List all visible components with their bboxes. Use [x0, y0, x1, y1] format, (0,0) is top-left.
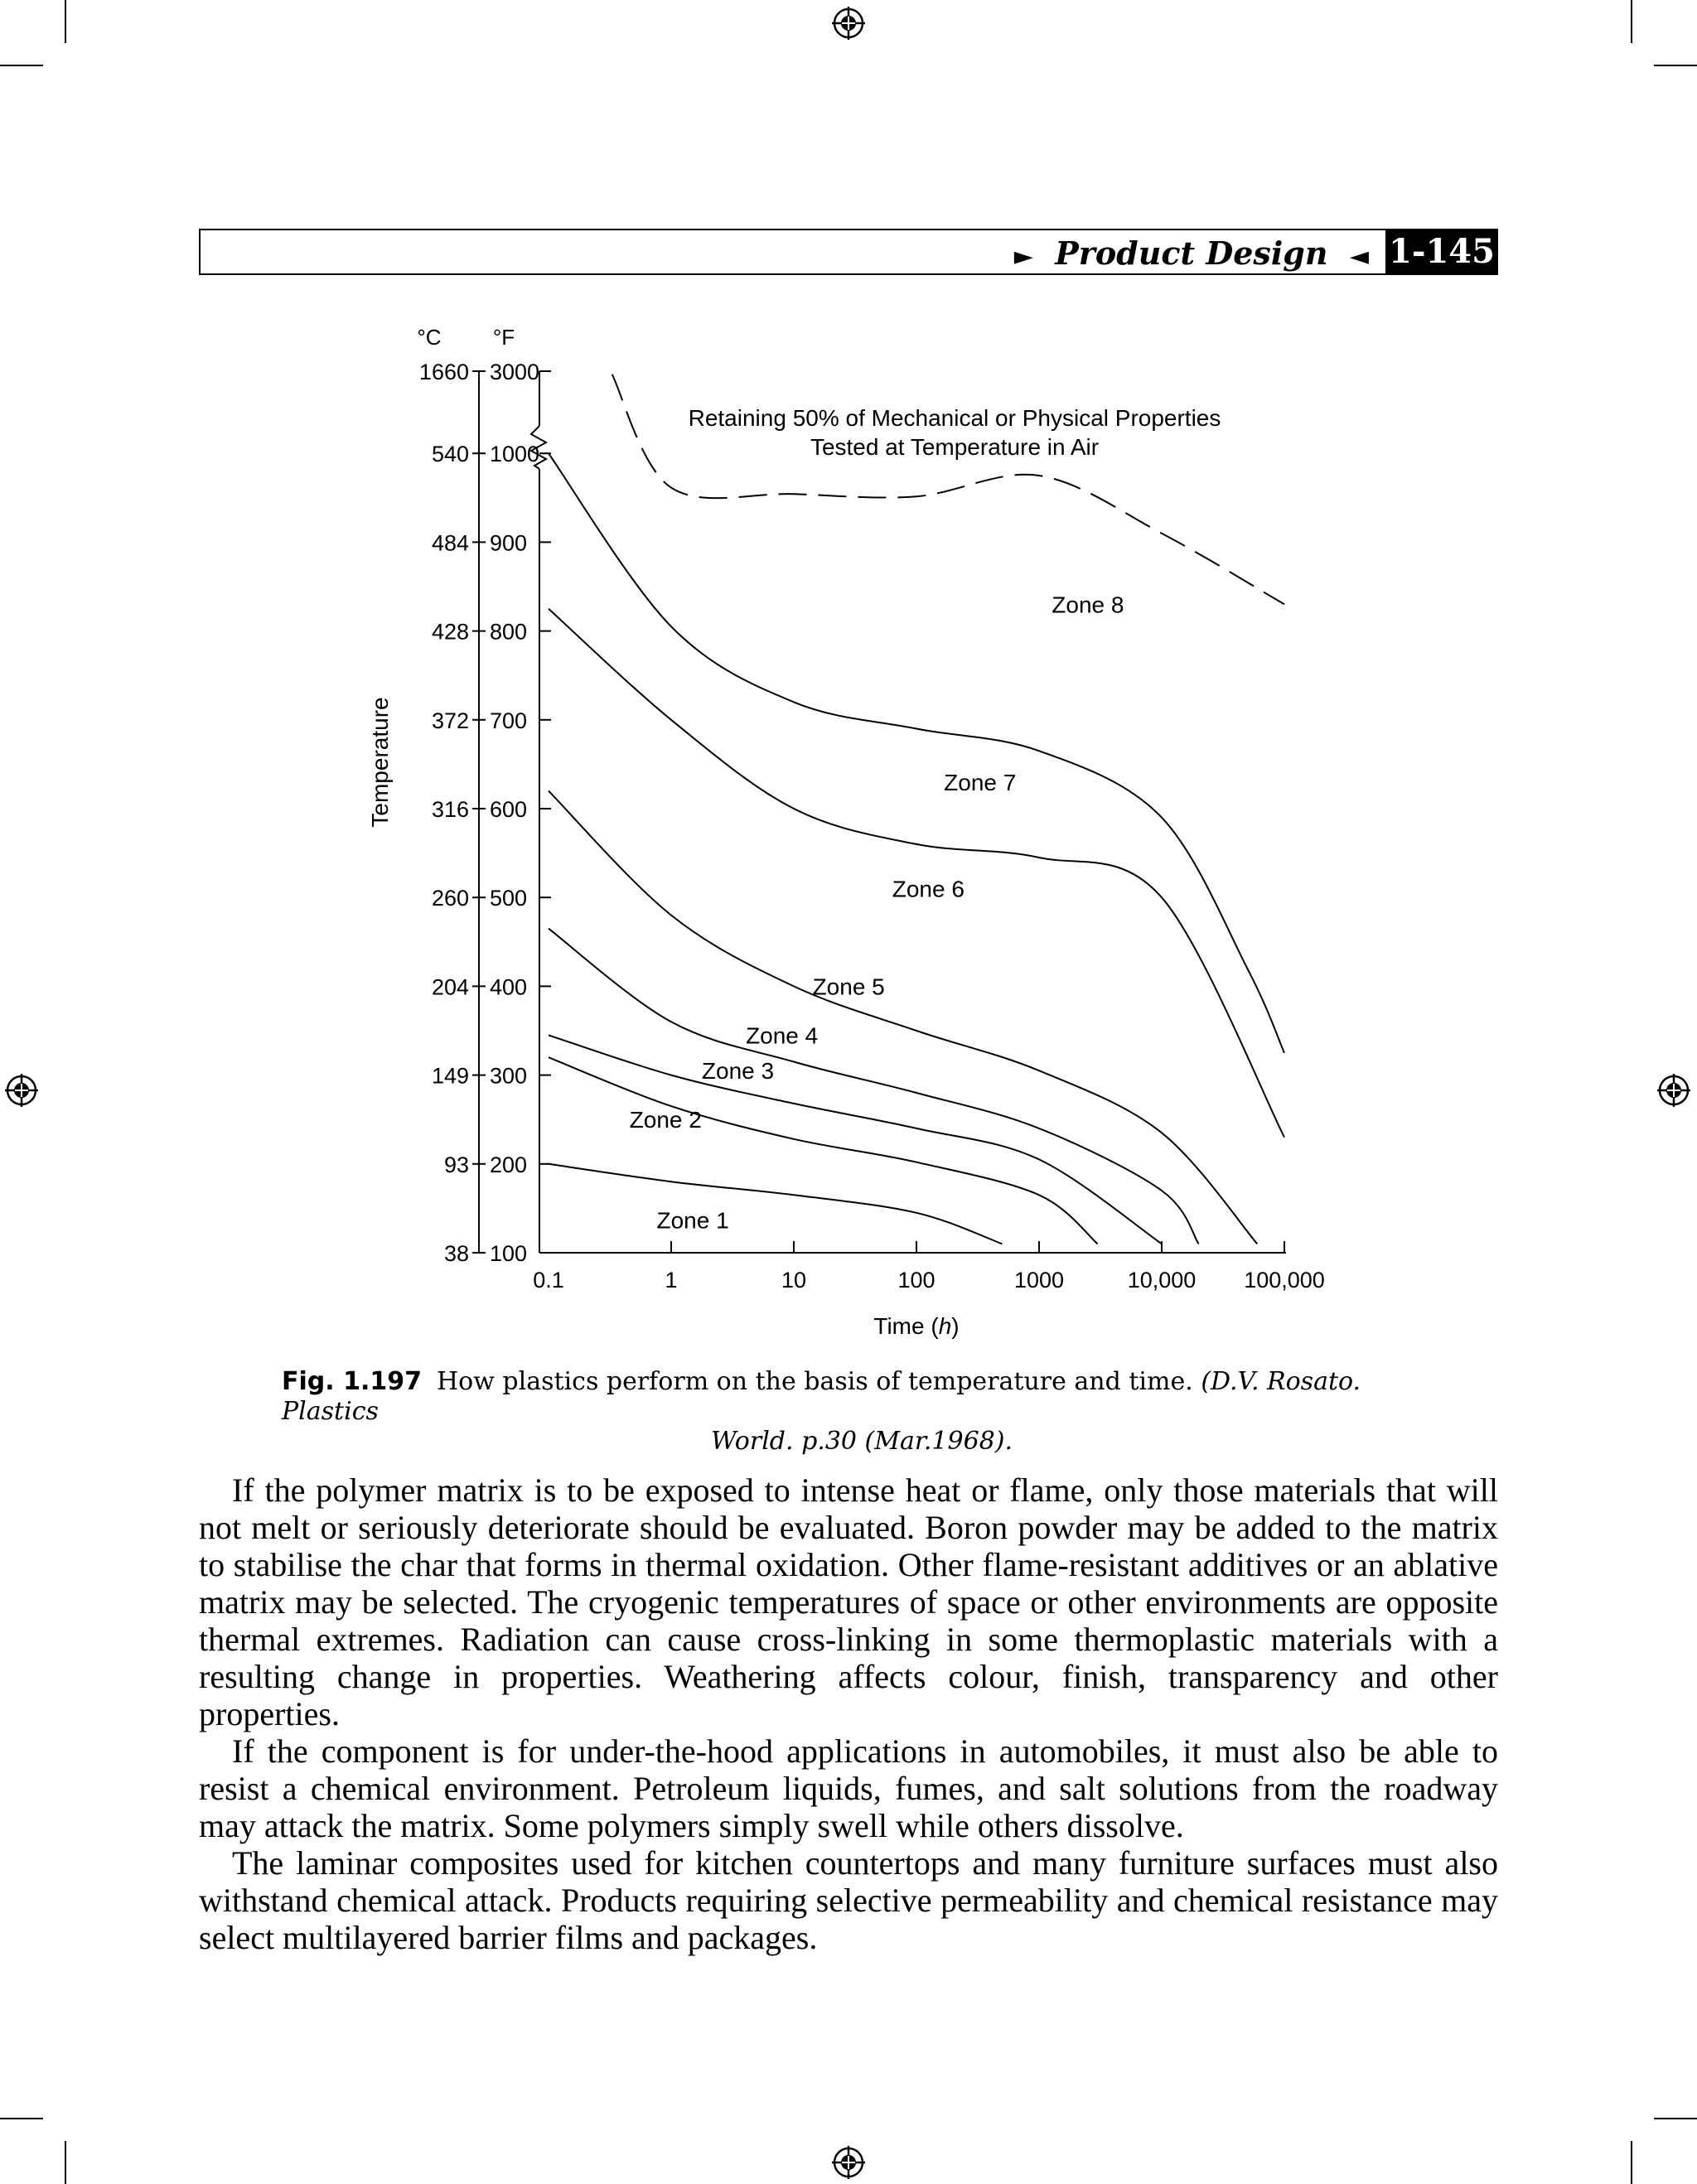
zone-boundary-line	[549, 791, 1257, 1244]
chart-labels	[367, 325, 1325, 1339]
x-axis-label: Time (h)	[873, 1313, 960, 1339]
zone-label: Zone 4	[746, 1022, 819, 1049]
y-tick-label-fahrenheit: 1000	[490, 442, 540, 467]
running-header-title	[1014, 230, 1369, 273]
y-tick-label-celsius: 428	[431, 619, 469, 645]
crop-mark-top-right-v	[1631, 0, 1632, 43]
x-tick-label: 100	[897, 1268, 936, 1293]
zone-label: Zone 5	[812, 974, 885, 1000]
section-title: Product Design	[1055, 234, 1328, 272]
x-tick-label: 100,000	[1244, 1268, 1325, 1293]
registration-mark-left-icon	[3, 1072, 40, 1109]
crop-mark-top-right-h	[1654, 65, 1697, 66]
figure-caption	[282, 1367, 1442, 1457]
y-tick-label-celsius: 540	[431, 442, 469, 467]
running-header	[199, 229, 1498, 275]
x-tick-label: 0.1	[533, 1268, 564, 1293]
registration-mark-right-icon	[1656, 1072, 1692, 1109]
y-axis-label: Temperature	[367, 697, 393, 828]
chart-svg	[365, 315, 1342, 1342]
registration-mark-top-icon	[830, 5, 867, 41]
crop-mark-bottom-right-h	[1654, 2118, 1697, 2119]
x-tick-label: 10	[781, 1268, 807, 1293]
zone-label: Zone 1	[656, 1207, 729, 1234]
paragraph: If the polymer matrix is to be exposed to intense heat or flame, only those materials that will not melt or seriously deteriorate should be evaluated. Boron powder may be added to the matrix to stabilise the char that forms in thermal oxidation. Other flame-resistant additives or an ablative matrix may be selected. The cryogenic temperatures of space or other environments are opposite thermal extremes. Radiation can cause cross-linking in some thermoplastic materials with a resulting change in properties. Weathering affects colour, finish, transparency and other properties.	[199, 1471, 1498, 1732]
y-tick-label-fahrenheit: 500	[490, 886, 528, 911]
zone-label: Zone 8	[1052, 592, 1124, 618]
triangle-right-icon: ►	[1013, 242, 1033, 271]
zone-boundary-line	[549, 609, 1284, 1138]
y-tick-label-fahrenheit: 700	[490, 708, 528, 733]
caption-source-1: (D.V. Rosato. Plastics	[282, 1367, 1361, 1426]
chart-title: Retaining 50% of Mechanical or Physical Properties	[688, 405, 1221, 431]
x-tick-label: 10,000	[1127, 1268, 1197, 1293]
zone-label: Zone 2	[629, 1107, 702, 1133]
y-tick-label-fahrenheit: 3000	[490, 360, 540, 384]
y-tick-label-fahrenheit: 900	[490, 530, 528, 556]
crop-mark-top-left-v	[65, 0, 66, 43]
crop-mark-bottom-right-v	[1631, 2141, 1632, 2184]
y-tick-label-celsius: 38	[443, 1241, 469, 1266]
x-tick-label: 1000	[1013, 1268, 1065, 1293]
zone-boundary-line	[549, 1164, 1002, 1244]
caption-text: How plastics perform on the basis of temperature and time.	[436, 1367, 1193, 1396]
x-tick-label: 1	[665, 1268, 678, 1293]
y-tick-label-celsius: 93	[443, 1152, 469, 1177]
y-unit-celsius: °C	[417, 325, 442, 350]
y-unit-fahrenheit: °F	[492, 325, 515, 350]
y-tick-label-fahrenheit: 100	[490, 1241, 528, 1266]
crop-mark-bottom-left-v	[65, 2141, 66, 2184]
zone-label: Zone 6	[892, 876, 965, 902]
y-tick-label-celsius: 260	[431, 886, 469, 911]
paragraph: The laminar composites used for kitchen countertops and many furniture surfaces must also withstand chemical attack. Products requiring selective permeability and chemical resistance may select multilayered barrier films and packages.	[199, 1844, 1498, 1956]
paragraph: If the component is for under-the-hood applications in automobiles, it must also be able to resist a chemical environment. Petroleum liquids, fumes, and salt solutions from the roadway may attack the matrix. Some polymers simply swell while others dissolve.	[199, 1732, 1498, 1844]
y-tick-label-fahrenheit: 200	[490, 1152, 528, 1177]
y-tick-label-fahrenheit: 600	[490, 797, 528, 822]
page-number: 1-145	[1385, 229, 1498, 275]
y-tick-label-celsius: 316	[431, 797, 469, 822]
y-tick-label-fahrenheit: 800	[490, 619, 528, 645]
zone-boundary-line	[549, 453, 1284, 1053]
y-tick-label-celsius: 149	[431, 1063, 469, 1089]
triangle-left-icon: ◄	[1349, 242, 1369, 271]
caption-source-2: World. p.30 (Mar.1968).	[711, 1427, 1013, 1456]
y-tick-label-celsius: 372	[431, 708, 469, 733]
zone-label: Zone 7	[944, 769, 1017, 795]
caption-line-1	[282, 1367, 1442, 1427]
zone-boundary-line	[549, 1035, 1162, 1244]
chart-subtitle: Tested at Temperature in Air	[810, 434, 1100, 460]
zone-label: Zone 3	[701, 1058, 775, 1085]
crop-mark-top-left-h	[0, 65, 43, 66]
crop-mark-bottom-left-h	[0, 2118, 43, 2119]
y-tick-label-fahrenheit: 400	[490, 974, 528, 1000]
temperature-time-chart	[365, 315, 1342, 1342]
body-text	[199, 1471, 1498, 1956]
registration-mark-bottom-icon	[830, 2144, 867, 2181]
y-tick-label-celsius: 204	[431, 974, 469, 1000]
figure-label: Fig. 1.197	[282, 1367, 422, 1396]
y-tick-label-fahrenheit: 300	[490, 1063, 528, 1089]
y-tick-label-celsius: 484	[431, 530, 469, 556]
y-tick-label-celsius: 1660	[418, 360, 469, 384]
